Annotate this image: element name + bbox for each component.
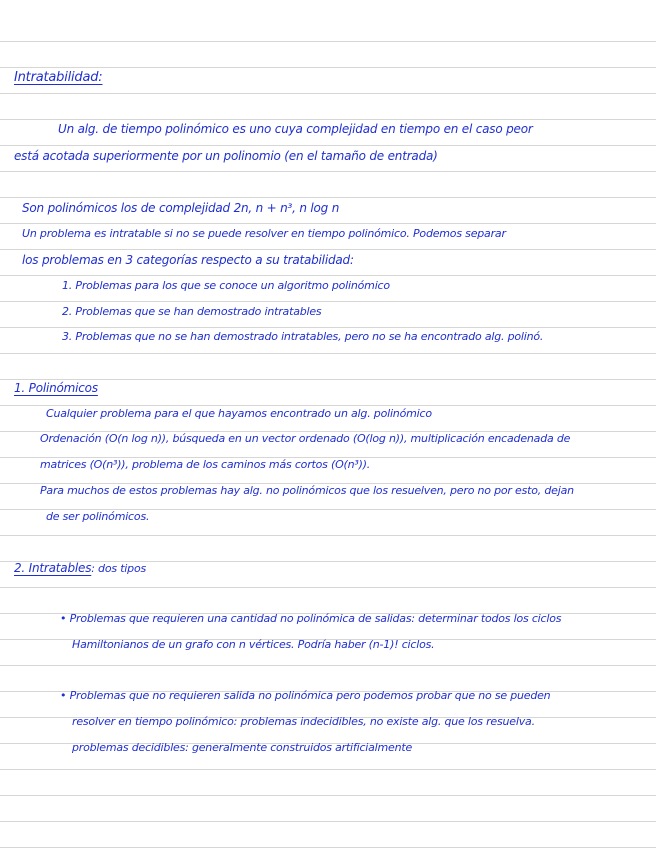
section-1-line-2: Ordenación (O(n log n)), búsqueda en un vector ordenado (O(log n)), multiplicación encadenada de — [40, 432, 571, 445]
page-title: Intratabilidad: — [14, 70, 103, 85]
section-2-heading-row — [14, 561, 146, 575]
section-1-line-1: Cualquier problema para el que hayamos encontrado un alg. polinómico — [46, 407, 432, 420]
category-item-1: 1. Problemas para los que se conoce un algoritmo polinómico — [62, 279, 390, 292]
section-2-bullet-1-line-2: Hamiltonianos de un grafo con n vértices. Podría haber (n-1)! ciclos. — [72, 638, 435, 651]
section-2-heading: 2. Intratables — [14, 561, 92, 575]
category-item-3: 3. Problemas que no se han demostrado intratables, pero no se ha encontrado alg. polinó. — [62, 330, 544, 343]
section-1-heading: 1. Polinómicos — [14, 381, 98, 395]
intro-line-1: Un alg. de tiempo polinómico es uno cuya complejidad en tiempo en el caso peor — [58, 122, 533, 136]
section-1-line-4: Para muchos de estos problemas hay alg. no polinómicos que los resuelven, pero no por esto, dejan — [40, 484, 574, 497]
section-2-bullet-1-line-1: • Problemas que requieren una cantidad no polinómica de salidas: determinar todos los ciclos — [60, 612, 562, 625]
section-2-bullet-2-line-2: resolver en tiempo polinómico: problemas indecidibles, no existe alg. que los resuelva. — [72, 715, 535, 728]
section-1-line-3: matrices (O(n³)), problema de los caminos más cortos (O(n³)). — [40, 458, 371, 471]
section-2-bullet-2-line-3: problemas decidibles: generalmente construidos artificialmente — [72, 741, 413, 754]
category-item-2: 2. Problemas que se han demostrado intratables — [62, 305, 322, 318]
intro-line-2: está acotada superiormente por un polinomio (en el tamaño de entrada) — [14, 149, 438, 163]
section-2-heading-suffix: : dos tipos — [91, 562, 147, 575]
polynomial-examples: Son polinómicos los de complejidad 2n, n + n³, n log n — [22, 201, 340, 215]
intractable-definition-2: los problemas en 3 categorías respecto a su tratabilidad: — [22, 253, 354, 267]
section-2-bullet-2-line-1: • Problemas que no requieren salida no polinómica pero podemos probar que no se pueden — [60, 689, 551, 702]
intractable-definition-1: Un problema es intratable si no se puede resolver en tiempo polinómico. Podemos separar — [22, 227, 506, 240]
section-1-line-5: de ser polinómicos. — [46, 510, 150, 523]
